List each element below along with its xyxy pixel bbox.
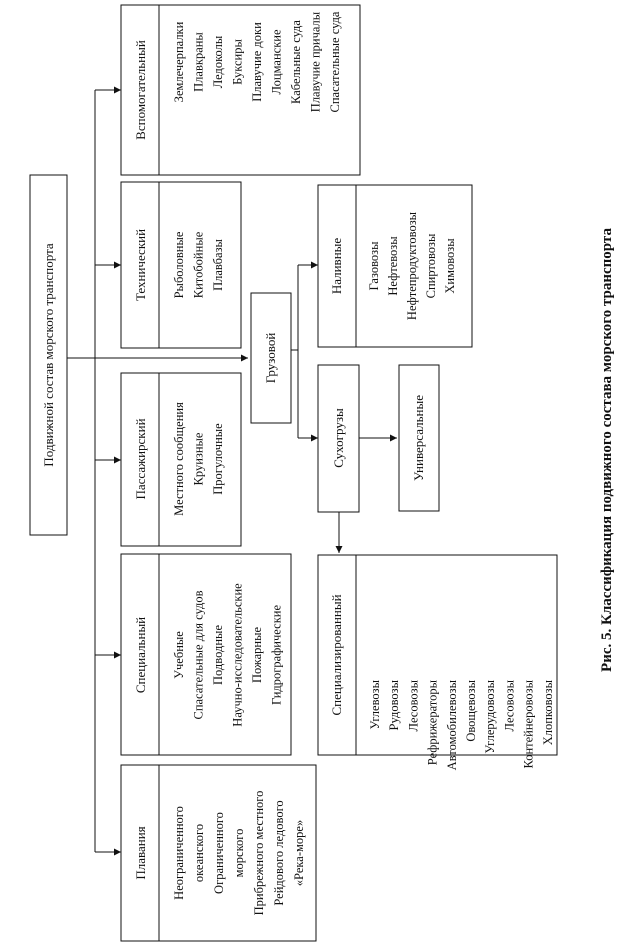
list-item: Подводные	[211, 625, 225, 685]
list-item: Нефтевозы	[386, 236, 400, 296]
specialized-title: Специализированный	[329, 594, 344, 716]
list-item: Местного сообщения	[172, 402, 186, 516]
box-cargo	[251, 293, 291, 423]
list-item: Круизные	[191, 432, 206, 486]
list-item: Неограниченного	[172, 806, 186, 900]
list-item: «Река-море»	[292, 819, 306, 887]
liquid-title: Наливные	[329, 237, 344, 295]
root-label: Подвижной состав морского транспорта	[41, 243, 56, 467]
list-item: Ограниченного	[212, 812, 226, 894]
box-liquid	[318, 185, 472, 347]
list-item: Кабельные суда	[289, 20, 303, 104]
list-item: Химовозы	[443, 238, 457, 294]
list-item: Лесовозы	[406, 680, 421, 732]
list-item: Автомобилевозы	[444, 680, 459, 771]
list-item: Плавучие причалы	[308, 11, 323, 113]
list-item: Плавкраны	[191, 32, 206, 92]
box-specialized	[318, 555, 557, 770]
list-item: Лоцманские	[269, 29, 284, 95]
list-item: Рефрижераторы	[425, 680, 440, 766]
list-item: Учебные	[172, 631, 186, 679]
figure-caption: Рис. 5. Классификация подвижного состава морского транспорта	[599, 228, 615, 672]
list-item: Нефтепродуктовозы	[405, 211, 419, 321]
box-dry	[318, 365, 359, 512]
box-navigation	[121, 765, 316, 941]
list-item: Прогулочные	[211, 423, 225, 495]
box-auxiliary	[121, 5, 360, 175]
list-item: Пожарные	[250, 626, 264, 684]
list-item: Газовозы	[367, 241, 381, 291]
list-item: Хлопковозы	[540, 680, 555, 746]
box-special	[121, 554, 291, 755]
list-item: Овощевозы	[464, 680, 478, 742]
auxiliary-title: Вспомогательный	[133, 40, 148, 140]
list-item: Спасательные для судов	[191, 590, 206, 720]
list-item: Китобойные	[191, 231, 206, 299]
list-item: Землечерпалки	[172, 21, 186, 103]
box-passenger	[121, 373, 241, 546]
dry-title: Сухогрузы	[331, 408, 346, 468]
list-item: Буксиры	[230, 39, 245, 85]
universal-title: Универсальные	[411, 395, 426, 481]
list-item: Рудовозы	[387, 680, 402, 731]
root-box	[30, 175, 67, 535]
technical-title: Технический	[133, 228, 148, 302]
passenger-title: Пассажирский	[133, 418, 148, 500]
list-item: Спиртовозы	[424, 233, 438, 299]
list-item: Контейнеровозы	[521, 680, 536, 769]
navigation-title: Плавания	[133, 826, 148, 880]
list-item: Ледоколы	[211, 35, 225, 89]
list-item: Плавбазы	[211, 239, 225, 291]
list-item: Научно-исследовательские	[230, 583, 245, 727]
list-item: Плавучие доки	[250, 22, 264, 102]
list-item: океанского	[192, 823, 206, 883]
list-item: Прибрежного местного	[252, 790, 266, 916]
box-universal	[399, 365, 439, 511]
list-item: Рыболовные	[172, 231, 186, 299]
special-title: Специальный	[133, 616, 148, 694]
list-item: Гидрографические	[269, 604, 284, 706]
list-item: Лесовозы	[502, 680, 517, 732]
box-technical	[121, 182, 241, 348]
cargo-title: Грузовой	[263, 332, 278, 384]
list-item: Углевозы	[368, 680, 382, 730]
technical-items	[172, 231, 225, 298]
list-item: Рейдового ледового	[272, 800, 286, 906]
list-item: Углерудовозы	[483, 680, 498, 754]
list-item: Спасательные суда	[328, 11, 342, 113]
list-item: морского	[232, 828, 246, 878]
